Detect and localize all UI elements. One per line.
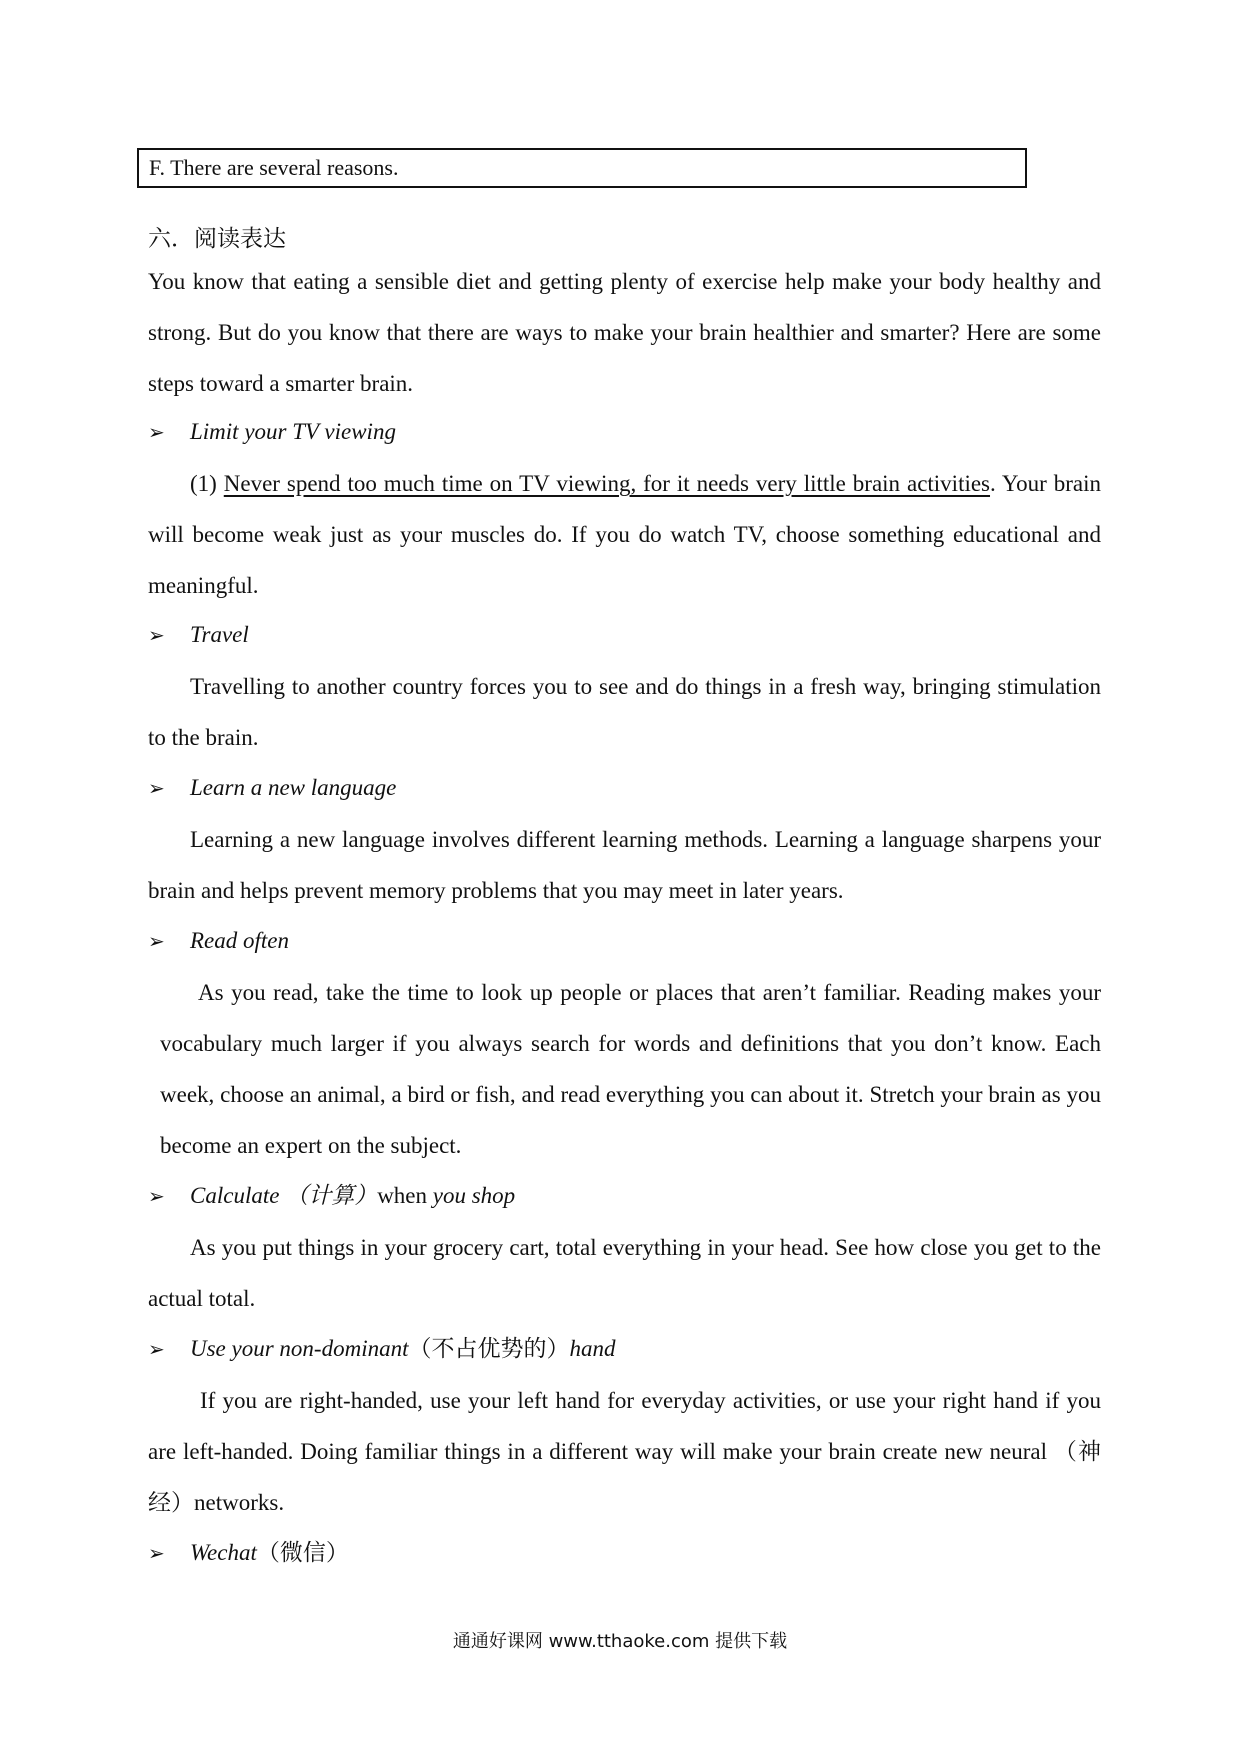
- bullet-heading: Read often: [190, 928, 289, 953]
- bullet-heading-part: when: [377, 1183, 428, 1208]
- arrow-bullet-icon: ➢: [148, 929, 165, 953]
- section-heading: 六．阅读表达: [148, 226, 286, 252]
- arrow-bullet-icon: ➢: [148, 1337, 165, 1361]
- bullet-heading-gloss: （不占优势的）: [408, 1336, 570, 1361]
- boxed-answer-option: [137, 148, 1027, 188]
- bullet-heading-part: Wechat: [190, 1540, 257, 1565]
- paragraph-read-often: As you read, take the time to look up people or places that aren’t familiar. Reading makes your vocabulary much larger if you always search for words and definitions that you don’t know. Each week, choose an animal, a bird or fish, and read everything you can about it. Stretch your brain as you become an expert on the subject.: [160, 980, 1101, 1158]
- bullet-heading-part: you shop: [432, 1183, 516, 1208]
- paragraph-travel: Travelling to another country forces you to see and do things in a fresh way, bringing stimulation to the brain.: [148, 674, 1101, 750]
- page-footer: 通通好课网 www.tthaoke.com 提供下载: [452, 1631, 788, 1652]
- arrow-bullet-icon: ➢: [148, 623, 165, 647]
- bullet-heading: Travel: [190, 622, 249, 647]
- bullet-heading: Learn a new language: [190, 775, 397, 800]
- paragraph-non-dominant-hand: If you are right-handed, use your left hand for everyday activities, or use your right hand if you are left-handed. Doing familiar things in a different way will make your brain create new neural （神经）networks.: [148, 1388, 1101, 1515]
- arrow-bullet-icon: ➢: [148, 776, 165, 800]
- arrow-bullet-icon: ➢: [148, 1184, 165, 1208]
- bullet-limit-tv: [148, 412, 1088, 452]
- bullet-read-often: [148, 921, 1088, 961]
- bullet-travel: [148, 615, 1088, 655]
- blank-marker-1: (1): [190, 471, 224, 496]
- option-f-text: F. There are several reasons.: [149, 155, 399, 180]
- bullet-heading-gloss: （微信）: [256, 1540, 349, 1565]
- paragraph-calculate: As you put things in your grocery cart, total everything in your head. See how close you get to the actual total.: [148, 1235, 1101, 1311]
- bullet-heading-part: Use your non-dominant: [190, 1336, 409, 1361]
- bullet-heading-gloss: （计算）: [285, 1183, 378, 1208]
- paragraph-learn-language: Learning a new language involves different learning methods. Learning a language sharpens your brain and helps prevent memory problems that you may meet in later years.: [148, 827, 1101, 903]
- bullet-heading-part: hand: [569, 1336, 616, 1361]
- paragraph-limit-tv: [148, 458, 1101, 611]
- arrow-bullet-icon: ➢: [148, 420, 165, 444]
- bullet-heading-part: Calculate: [190, 1183, 280, 1208]
- bullet-learn-language: [148, 768, 1088, 808]
- bullet-heading: Limit your TV viewing: [190, 419, 396, 444]
- bullet-wechat: [148, 1533, 1088, 1573]
- paragraph-text: . Your brain will become weak just as your muscles do. If you do watch TV, choose something educational and meaningful.: [148, 471, 1102, 598]
- arrow-bullet-icon: ➢: [148, 1541, 165, 1565]
- underlined-sentence-1: Never spend too much time on TV viewing, for it needs very little brain activities: [223, 471, 991, 496]
- intro-paragraph: You know that eating a sensible diet and getting plenty of exercise help make your body healthy and strong. But do you know that there are ways to make your brain healthier and smarter? Here are some steps toward a smarter brain.: [148, 269, 1101, 396]
- bullet-non-dominant-hand: [148, 1329, 1088, 1369]
- bullet-calculate: [148, 1176, 1088, 1216]
